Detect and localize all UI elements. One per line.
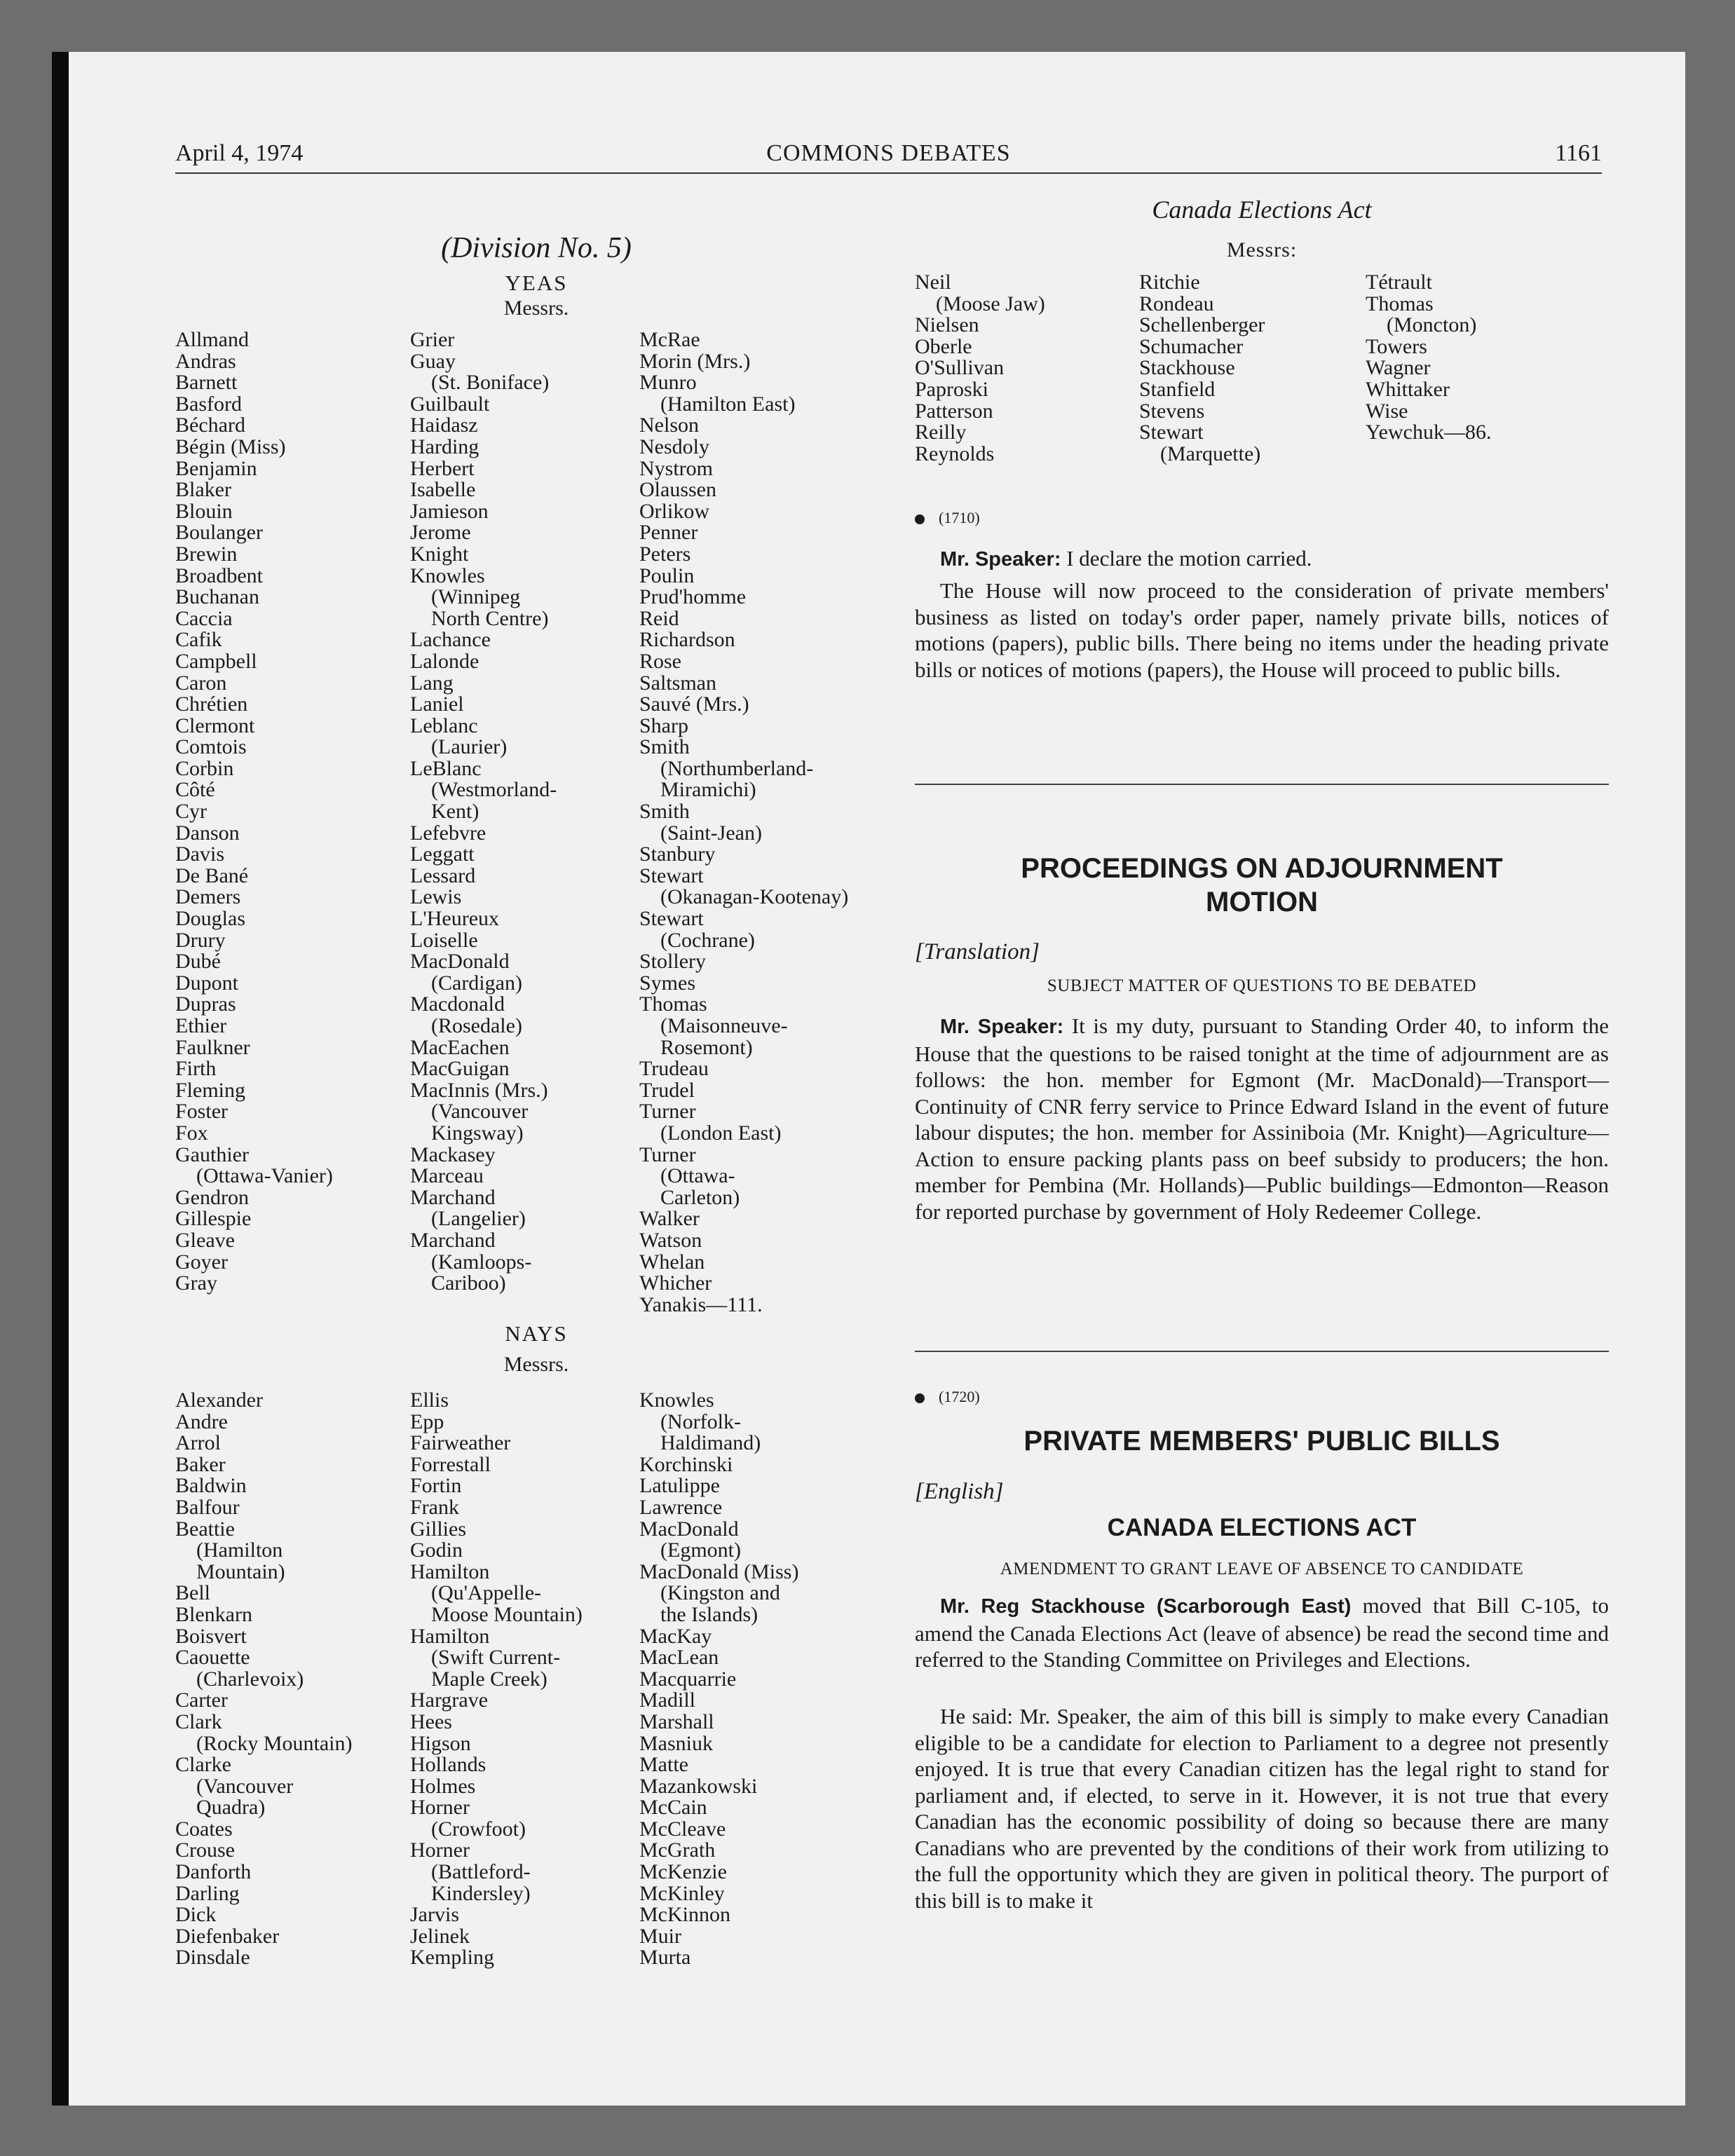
member-name: Schumacher [1139,334,1244,358]
member-name: Whicher [639,1271,712,1295]
member-name: Firth [175,1057,217,1081]
member-name: Penner [639,521,698,545]
member-name: Rosemont) [660,1035,753,1059]
member-name: Cyr [175,800,207,824]
member-name: (Langelier) [431,1207,526,1231]
member-name: Haidasz [410,414,478,437]
member-name: Buchanan [175,585,259,609]
member-name: Carter [175,1688,228,1712]
continued-messrs: Messrs: [1226,238,1298,261]
member-name: Stevens [1139,399,1205,423]
bullet-dot [915,514,925,524]
member-name: Prud'homme [639,585,747,609]
member-name: Stackhouse [1139,356,1235,380]
member-name: Forrestall [410,1452,491,1476]
member-name: Gauthier [175,1142,249,1166]
header-page-number: 1161 [1555,140,1602,166]
member-name: Frank [410,1495,459,1519]
section-rule-2 [915,1351,1609,1352]
member-name: Reilly [915,421,967,444]
member-name: (Qu'Appelle- [431,1581,542,1605]
member-name: Andre [175,1410,228,1433]
header-title: COMMONS DEBATES [766,140,1011,166]
member-name: Fairweather [410,1431,511,1455]
member-name: Loiselle [410,928,478,952]
member-name: Symes [639,971,696,995]
member-name: Nielsen [915,313,979,337]
member-name: MacKay [639,1624,712,1648]
time-marker-text: (1720) [939,1388,980,1405]
member-name: Richardson [639,628,735,652]
member-name: (Kamloops- [431,1250,532,1274]
member-name: Moose Mountain) [431,1602,583,1626]
member-name: Peters [639,542,691,566]
member-name: Chrétien [175,692,248,716]
member-name: Orlikow [639,499,709,523]
member-name: Miramichi) [660,778,756,802]
member-name: Bégin (Miss) [175,435,286,458]
member-name: (Vancouver [196,1774,294,1798]
member-name: Yanakis—111. [639,1292,763,1316]
member-name: Broadbent [175,564,263,587]
speaker-name: Mr. Speaker: [940,548,1061,571]
member-name: Stewart [1139,421,1204,444]
member-name: Yewchuk—86. [1366,421,1492,444]
member-name: (Charlevoix) [196,1667,304,1691]
member-name: (Battleford- [431,1860,531,1884]
member-name: Tétrault [1366,271,1432,294]
member-name: Gillies [410,1517,466,1541]
member-name: Kindersley) [431,1881,531,1905]
amendment-heading: AMENDMENT TO GRANT LEAVE OF ABSENCE TO CANDIDATE [1000,1560,1524,1578]
member-name: Comtois [175,735,247,759]
member-name: (Maisonneuve- [660,1014,788,1037]
member-name: Barnett [175,371,238,395]
member-name: Hamilton [410,1624,490,1648]
continued-column-2 [1139,272,1265,465]
member-name: Neil [915,271,951,294]
speaker-adjournment-text: It is my duty, pursuant to Standing Order 40, to inform the House that the questions to be raised tonight at the time of adjournment are as follows: the hon. member for Egmont (Mr. MacDonald)—Transport—Continuity of CNR ferry service to Prince Edward Island in the event of future labour disputes; the hon. member for Assiniboia (Mr. Knight)—Agriculture—Action to ensure packing plants pass on beef subsidy to producers; the hon. member for Pembina (Mr. Hollands)—Public buildings—Edmonton—Reason for reported purchase by government of Holy Redeemer College. [915,1014,1609,1224]
nays-column-3 [639,1390,798,1969]
member-name: Knowles [410,564,485,587]
member-name: Whittaker [1366,377,1450,401]
member-name: Sauvé (Mrs.) [639,692,749,716]
member-name: Maple Creek) [431,1667,547,1691]
member-name: Ethier [175,1014,227,1037]
member-name: (Saint-Jean) [660,821,762,845]
member-name: Cafik [175,628,222,652]
member-name: (Kingston and [660,1581,780,1605]
member-name: MacLean [639,1646,719,1670]
act-heading: CANADA ELECTIONS ACT [1107,1514,1417,1541]
member-name: Carleton) [660,1185,740,1209]
header-date: April 4, 1974 [175,140,304,166]
member-name: Patterson [915,399,993,423]
member-name: Rose [639,649,681,673]
member-name: (Northumberland- [660,756,814,780]
member-name: Caron [175,671,227,695]
member-name: Wagner [1366,356,1431,380]
member-name: Hamilton [410,1560,490,1583]
member-name: Hollands [410,1753,487,1777]
member-name: Guilbault [410,392,490,416]
member-name: Saltsman [639,671,716,695]
member-name: Baker [175,1452,226,1476]
member-name: Laniel [410,692,464,716]
yeas-column-3 [639,329,848,1316]
member-name: Macdonald [410,992,505,1016]
member-name: McKenzie [639,1860,727,1884]
member-name: Crouse [175,1838,235,1862]
speaker-name-2: Mr. Speaker: [940,1016,1064,1038]
member-name: Brewin [175,542,238,566]
member-name: Jelinek [410,1924,470,1948]
member-name: Grier [410,328,455,351]
member-name: Darling [175,1881,240,1905]
member-name: the Islands) [660,1602,758,1626]
member-name: Masniuk [639,1731,713,1755]
section-heading-private-bills: PRIVATE MEMBERS' PUBLIC BILLS [1023,1426,1500,1456]
member-name: Guay [410,349,456,373]
member-name: Côté [175,778,215,802]
member-name: Jerome [410,521,471,545]
member-name: Sharp [639,714,688,737]
member-name: MacGuigan [410,1057,510,1081]
member-name: McRae [639,328,700,351]
member-name: Alexander [175,1389,263,1412]
member-name: Smith [639,800,690,824]
member-name: (Cochrane) [660,928,755,952]
member-name: Quadra) [196,1796,266,1820]
member-name: Marceau [410,1164,484,1188]
private-members-paragraph: The House will now proceed to the consideration of private members' business as listed on today's order paper, namely private bills, notices of motions (papers), public bills. There being no items under the heading private bills or notices of motions (papers), the House will proceed to public bills. [915,578,1609,682]
member-name: Harding [410,435,479,458]
division-title: (Division No. 5) [441,232,632,264]
member-name: Corbin [175,756,234,780]
member-name: Isabelle [410,478,476,502]
time-marker-1720 [915,1388,980,1406]
member-name: Macquarrie [639,1667,737,1691]
member-name: Arrol [175,1431,221,1455]
member-name: McKinnon [639,1903,730,1927]
member-name: Dupras [175,992,236,1016]
member-name: Diefenbaker [175,1924,280,1948]
member-name: Higson [410,1731,471,1755]
stackhouse-motion-paragraph [915,1592,1609,1673]
member-name: MacEachen [410,1035,510,1059]
member-name: Foster [175,1100,228,1124]
member-name: Latulippe [639,1474,720,1498]
member-name: Dupont [175,971,238,995]
member-name: Kingsway) [431,1121,524,1145]
member-name: Murta [639,1946,691,1970]
member-name: Schellenberger [1139,313,1265,337]
member-name: Trudel [639,1078,695,1102]
member-name: Lewis [410,885,462,909]
member-name: Boulanger [175,521,263,545]
member-name: (Okanagan-Kootenay) [660,885,849,909]
member-name: MacDonald [639,1517,739,1541]
member-name: Jamieson [410,499,489,523]
member-name: Drury [175,928,226,952]
member-name: McCain [639,1796,707,1820]
translation-marker: [Translation] [915,939,1040,964]
member-name: (Rocky Mountain) [196,1731,353,1755]
member-name: Beattie [175,1517,235,1541]
member-name: MacDonald (Miss) [639,1560,799,1583]
member-name: (Marquette) [1160,442,1261,465]
member-name: Caouette [175,1646,250,1670]
member-name: Goyer [175,1250,228,1274]
member-name: Gendron [175,1185,249,1209]
member-name: Horner [410,1796,470,1820]
member-name: Turner [639,1142,696,1166]
page-header [175,140,1602,174]
time-marker-1710 [915,509,980,527]
member-name: (Moncton) [1387,313,1477,337]
member-name: Lessard [410,864,476,887]
member-name: Douglas [175,907,245,931]
member-name: Stollery [639,950,706,974]
member-name: Thomas [639,992,707,1016]
member-name: Rondeau [1139,292,1214,315]
member-name: Poulin [639,564,695,587]
member-name: Kempling [410,1946,494,1970]
member-name: Whelan [639,1250,705,1274]
member-name: (Crowfoot) [431,1817,526,1841]
member-name: Caccia [175,606,233,630]
member-name: (Swift Current- [431,1646,561,1670]
member-name: (Egmont) [660,1538,741,1562]
member-name: (Cardigan) [431,971,522,995]
member-name: Gillespie [175,1207,252,1231]
member-name: De Bané [175,864,249,887]
member-name: Davis [175,842,224,866]
member-name: Gleave [175,1228,235,1252]
member-name: (Westmorland- [431,778,557,802]
member-name: Lefebvre [410,821,487,845]
member-name: Wise [1366,399,1408,423]
member-name: Holmes [410,1774,476,1798]
member-name: (St. Boniface) [431,371,550,395]
member-name: Danforth [175,1860,252,1884]
member-name: Epp [410,1410,444,1433]
member-name: Clark [175,1710,222,1733]
time-marker-text: (1710) [939,509,980,526]
member-name: Clermont [175,714,255,737]
member-name: Jarvis [410,1903,459,1927]
member-name: Nelson [639,414,699,437]
member-name: O'Sullivan [915,356,1005,380]
member-name: Demers [175,885,241,909]
section-heading-line-1: PROCEEDINGS ON ADJOURNMENT [1021,853,1503,884]
member-name: Campbell [175,649,257,673]
member-name: MacInnis (Mrs.) [410,1078,548,1102]
member-name: Fleming [175,1078,246,1102]
member-name: (Ottawa-Vanier) [196,1164,333,1188]
member-name: Oberle [915,334,972,358]
member-name: Stewart [639,864,704,887]
member-name: (Norfolk- [660,1410,741,1433]
member-name: Stewart [639,907,704,931]
member-name: Blouin [175,499,233,523]
member-name: Fox [175,1121,208,1145]
member-name: Dubé [175,950,221,974]
member-name: Smith [639,735,690,759]
member-name: Lalonde [410,649,479,673]
member-name: Leggatt [410,842,475,866]
stackhouse-speech-paragraph: He said: Mr. Speaker, the aim of this bill is simply to make every Canadian eligible to be a candidate for election to Parliament to a degree not presently enjoyed. It is true that every Canadian citizen has the legal right to stand for parliament and, if elected, to serve in it. However, it is not true that every Canadian has the economic possibility of doing so because there are many Canadians who are prevented by the conditions of their work from utilizing to the full the opportunity which they are given in political theory. The purport of this bill is to make it [915,1704,1609,1913]
member-name: Mackasey [410,1142,496,1166]
member-name: Faulkner [175,1035,250,1059]
member-name: Allmand [175,328,249,351]
member-name: L'Heureux [410,907,500,931]
member-name: Béchard [175,414,245,437]
member-name: Walker [639,1207,700,1231]
member-name: Gray [175,1271,217,1295]
member-name: Blaker [175,478,231,502]
member-name: Lawrence [639,1495,723,1519]
member-name: Clarke [175,1753,231,1777]
member-name: McGrath [639,1838,716,1862]
member-name: Nesdoly [639,435,709,458]
member-name: Dinsdale [175,1946,250,1970]
speaker-motion-carried [915,545,1609,573]
member-name: Matte [639,1753,688,1777]
member-name: Bell [175,1581,210,1605]
member-name: Lang [410,671,454,695]
member-name: Andras [175,349,236,373]
member-name: Basford [175,392,242,416]
member-name: (Vancouver [431,1100,529,1124]
running-head: Canada Elections Act [1152,196,1372,224]
member-name: Watson [639,1228,702,1252]
member-name: Marchand [410,1185,496,1209]
section-heading-line-2: MOTION [1206,887,1318,917]
nays-messrs: Messrs. [503,1353,569,1376]
member-name: Ellis [410,1389,449,1412]
nays-column-1 [175,1390,352,1969]
member-name: Hargrave [410,1688,489,1712]
member-name: Nystrom [639,456,713,480]
continued-column-1 [915,272,1045,465]
member-name: Muir [639,1924,681,1948]
yeas-column-2 [410,329,557,1295]
member-name: Trudeau [639,1057,709,1081]
member-name: Coates [175,1817,233,1841]
yeas-column-1 [175,329,333,1295]
member-name: Blenkarn [175,1602,252,1626]
member-name: (Hamilton East) [660,392,796,416]
member-name: Olaussen [639,478,716,502]
member-name: Marshall [639,1710,714,1733]
member-name: LeBlanc [410,756,482,780]
member-name: Mountain) [196,1560,285,1583]
member-name: Morin (Mrs.) [639,349,751,373]
speaker-statement: I declare the motion carried. [1061,546,1312,571]
member-name: Marchand [410,1228,496,1252]
member-name: Munro [639,371,697,395]
english-marker: [English] [915,1479,1004,1504]
nays-column-2 [410,1390,583,1969]
member-name: Balfour [175,1495,240,1519]
member-name: (Moose Jaw) [936,292,1045,315]
subject-matter-heading: SUBJECT MATTER OF QUESTIONS TO BE DEBATED [1047,976,1477,995]
member-name: Dick [175,1903,217,1927]
stackhouse-motion-text: moved that Bill C-105, to amend the Canada Elections Act (leave of absence) be read the second time and referred to the Standing Committee on Privileges and Elections. [915,1593,1609,1672]
member-name: Reid [639,606,679,630]
member-name: Horner [410,1838,470,1862]
member-name: Towers [1366,334,1427,358]
member-name: (Hamilton [196,1538,283,1562]
member-name: Thomas [1366,292,1434,315]
member-name: Benjamin [175,456,257,480]
member-name: Turner [639,1100,696,1124]
member-name: Stanbury [639,842,716,866]
nays-label: NAYS [505,1321,568,1346]
bullet-dot [915,1393,925,1403]
stackhouse-name: Mr. Reg Stackhouse (Scarborough East) [940,1595,1352,1618]
member-name: Stanfield [1139,377,1216,401]
member-name: McCleave [639,1817,726,1841]
yeas-label: YEAS [505,271,568,295]
member-name: Madill [639,1688,695,1712]
member-name: Godin [410,1538,463,1562]
member-name: Hees [410,1710,452,1733]
section-rule-1 [915,784,1609,785]
member-name: Cariboo) [431,1271,506,1295]
member-name: Knight [410,542,469,566]
member-name: (Ottawa- [660,1164,735,1188]
member-name: Haldimand) [660,1431,761,1455]
member-name: Boisvert [175,1624,247,1648]
member-name: Baldwin [175,1474,247,1498]
header-rule [175,172,1602,174]
member-name: Ritchie [1139,271,1200,294]
member-name: Fortin [410,1474,462,1498]
binding-edge [52,52,69,2106]
speaker-adjournment-paragraph [915,1013,1609,1224]
member-name: North Centre) [431,606,549,630]
member-name: McKinley [639,1881,725,1905]
member-name: (Winnipeg [431,585,521,609]
member-name: (London East) [660,1121,782,1145]
member-name: Leblanc [410,714,478,737]
member-name: Korchinski [639,1452,733,1476]
member-name: (Laurier) [431,735,508,759]
member-name: Mazankowski [639,1774,758,1798]
section-heading-adjournment [915,852,1609,919]
member-name: Lachance [410,628,491,652]
member-name: Danson [175,821,240,845]
continued-column-3 [1366,272,1491,444]
yeas-messrs: Messrs. [503,296,569,320]
member-name: Reynolds [915,442,995,465]
member-name: MacDonald [410,950,510,974]
member-name: (Rosedale) [431,1014,522,1037]
member-name: Herbert [410,456,475,480]
member-name: Paproski [915,377,988,401]
member-name: Kent) [431,800,479,824]
member-name: Knowles [639,1389,714,1412]
